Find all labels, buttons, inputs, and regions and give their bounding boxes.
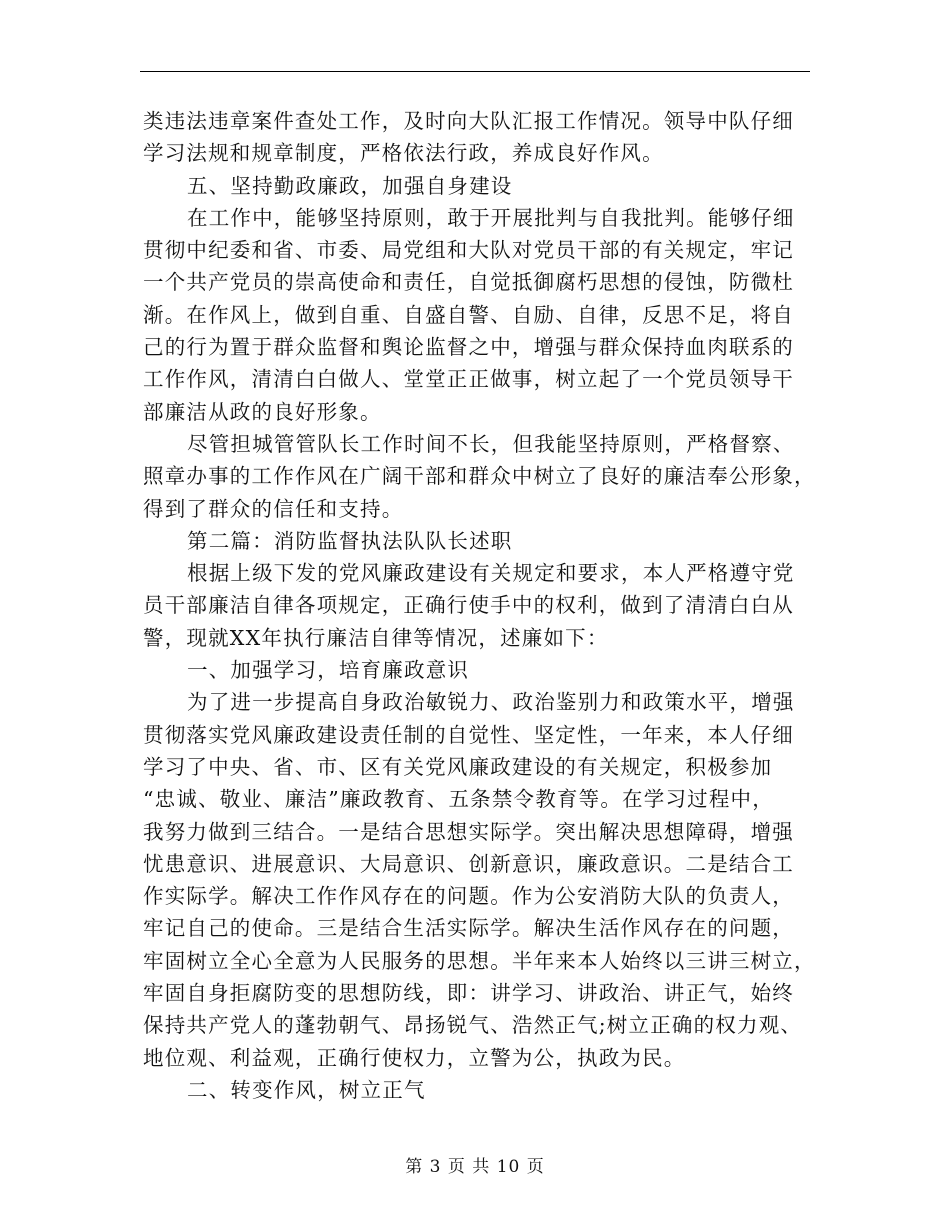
text-line: 牢记自己的使命。三是结合生活实际学。解决生活作风存在的问题， (143, 916, 794, 941)
paragraph-start-line: 第二篇：消防监督执法队队长述职 (187, 528, 513, 553)
text-line: 贯彻中纪委和省、市委、局党组和大队对党员干部的有关规定，牢记 (143, 238, 794, 263)
text-line: 学习了中央、省、市、区有关党风廉政建设的有关规定，积极参加 (143, 754, 773, 779)
text-line: 一个共产党员的崇高使命和责任，自觉抵御腐朽思想的侵蚀，防微杜 (143, 270, 794, 295)
text-line: 地位观、利益观，正确行使权力，立警为公，执政为民。 (143, 1045, 686, 1070)
text-line: 牢固树立全心全意为人民服务的思想。半年来本人始终以三讲三树立， (143, 948, 816, 973)
text-line: 忧患意识、进展意识、大局意识、创新意识，廉政意识。二是结合工 (143, 851, 794, 876)
document-body (143, 105, 816, 1106)
paragraph-start-line: 根据上级下发的党风廉政建设有关规定和要求，本人严格遵守党 (187, 561, 795, 586)
text-line: 得到了群众的信任和支持。 (143, 496, 404, 521)
text-line: “忠诚、敬业、廉洁”廉政教育、五条禁令教育等。在学习过程中， (143, 787, 774, 812)
text-line: 类违法违章案件查处工作，及时向大队汇报工作情况。领导中队仔细 (143, 109, 794, 133)
paragraph-start-line: 尽管担城管管队长工作时间不长，但我能坚持原则，严格督察、 (187, 431, 795, 456)
text-line: 贯彻落实党风廉政建设责任制的自觉性、坚定性，一年来，本人仔细 (143, 722, 794, 747)
text-line: 保持共产党人的蓬勃朝气、昂扬锐气、浩然正气;树立正确的权力观、 (143, 1013, 803, 1038)
paragraph-start-line: 二、转变作风，树立正气 (187, 1077, 426, 1102)
paragraph-start-line: 在工作中，能够坚持原则，敢于开展批判与自我批判。能够仔细 (187, 205, 795, 230)
paragraph-start-line: 五、坚持勤政廉政，加强自身建设 (187, 173, 513, 198)
paragraph-start-line: 一、加强学习，培育廉政意识 (187, 658, 470, 683)
text-line: 警，现就XX年执行廉洁自律等情况，述廉如下： (143, 625, 609, 650)
text-line: 己的行为置于群众监督和舆论监督之中，增强与群众保持血肉联系的 (143, 335, 794, 360)
text-line: 照章办事的工作作风在广阔干部和群众中树立了良好的廉洁奉公形象， (143, 464, 816, 489)
text-line: 员干部廉洁自律各项规定，正确行使手中的权利，做到了清清白白从 (143, 593, 794, 618)
text-line: 渐。在作风上，做到自重、自盛自警、自励、自律，反思不足，将自 (143, 302, 794, 327)
text-line: 牢固自身拒腐防变的思想防线，即：讲学习、讲政治、讲正气，始终 (143, 981, 794, 1006)
text-line: 学习法规和规章制度，严格依法行政，养成良好作风。 (143, 141, 664, 166)
page-number: 第 3 页 共 10 页 (405, 1157, 545, 1177)
paragraph-start-line: 为了进一步提高自身政治敏锐力、政治鉴别力和政策水平，增强 (187, 690, 795, 715)
text-line: 我努力做到三结合。一是结合思想实际学。突出解决思想障碍，增强 (143, 819, 794, 844)
text-line: 工作作风，清清白白做人、堂堂正正做事，树立起了一个党员领导干 (143, 367, 794, 392)
text-line: 部廉洁从政的良好形象。 (143, 399, 382, 424)
header-rule (140, 71, 810, 72)
text-line: 作实际学。解决工作作风存在的问题。作为公安消防大队的负责人， (143, 884, 794, 909)
